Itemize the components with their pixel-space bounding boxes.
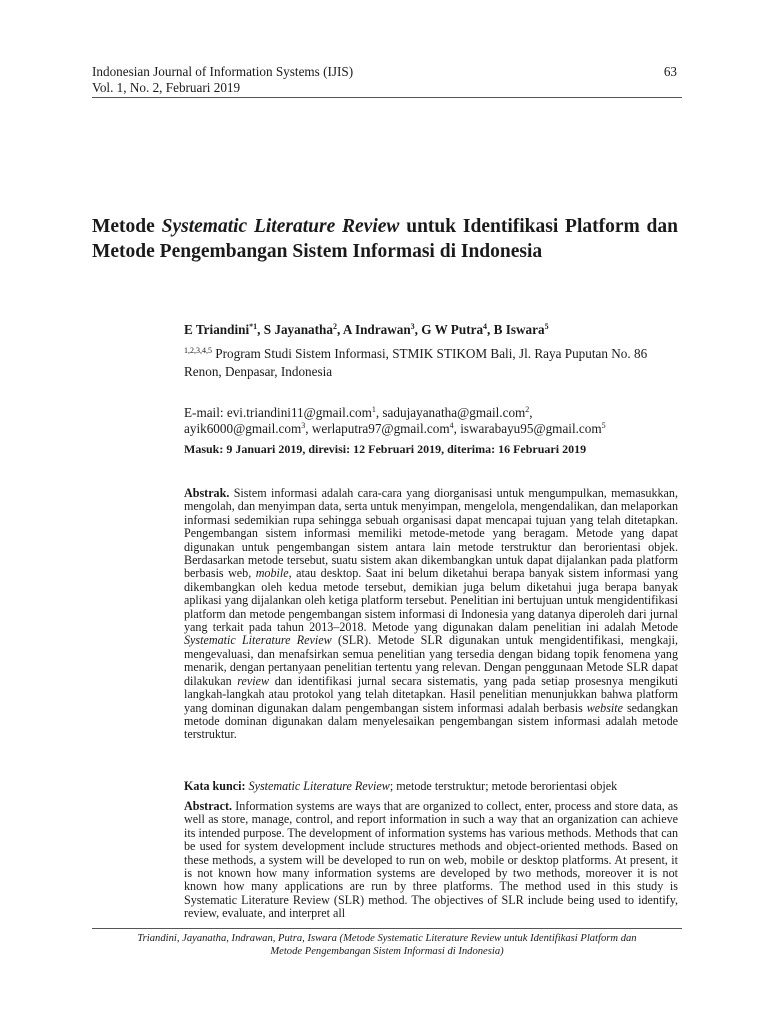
email-address: sadujayanatha@gmail.com xyxy=(382,405,526,420)
submission-dates: Masuk: 9 Januari 2019, direvisi: 12 Februari 2019, diterima: 16 Februari 2019 xyxy=(184,442,587,456)
paper-title: Metode Systematic Literature Review untuk Identifikasi Platform dan Metode Pengembangan Sistem Informasi di Indonesia xyxy=(92,216,678,262)
abstract-en-label: Abstract. xyxy=(184,799,233,813)
abstract-indonesian: Abstrak. Sistem informasi adalah cara-cara yang diorganisasi untuk mengumpulkan, memasukkan, mengolah, dan menyimpan data, serta untuk menyimpan, mengelola, mengendalikan, dan melaporkan informasi sedemikian rupa sehingga sebuah organisasi dapat mencapai tujuan yang telah ditetapkan. Pengembangan sistem informasi memiliki metode-metode yang beragam. Metode yang dapat digunakan untuk pengembangan sistem antara lain metode terstruktur dan berorientasi objek. Berdasarkan metode tersebut, suatu sistem akan dikembangkan untuk dapat dijalankan pada platform berbasis web, mobile, atau desktop. Saat ini belum diketahui berapa banyak sistem informasi yang dikembangkan oleh kedua metode tersebut, demikian juga belum diketahui juga berapa banyak aplikasi yang dijalankan oleh ketiga platform tersebut. Penelitian ini bertujuan untuk mengidentifikasi platform dan metode pengembangan sistem informasi di Indonesia yang datanya diperoleh dari jurnal yang terkait pada tahun 2013–2018. Metode yang digunakan dalam penelitian ini adalah Metode Systematic Literature Review (SLR). Metode SLR digunakan untuk mengidentifikasi, mengkaji, mengevaluasi, dan menafsirkan semua penelitian yang tersedia dengan bidang topik fenomena yang menarik, dengan pertanyaan penelitian tertentu yang relevan. Dengan penggunaan Metode SLR dapat dilakukan review dan identifikasi jurnal secara sistematis, yang pada setiap prosesnya mengikuti langkah-langkah atau protokol yang telah ditetapkan. Hasil penelitian menunjukkan bahwa platform yang dominan digunakan dalam pengembangan sistem informasi adalah berbasis website sedangkan metode dominan digunakan dalam menyelesaikan pengembangan sistem informasi adalah metode terstruktur. xyxy=(184,486,679,742)
volume-info: Vol. 1, No. 2, Februari 2019 xyxy=(92,80,241,95)
email-address: ayik6000@gmail.com xyxy=(184,421,302,436)
email-address: werlaputra97@gmail.com xyxy=(311,421,450,436)
keywords: Kata kunci: Systematic Literature Review; metode terstruktur; metode berorientasi objek xyxy=(184,779,618,793)
email-address: evi.triandini11@gmail.com xyxy=(226,405,372,420)
author: G W Putra xyxy=(421,322,484,337)
header-divider xyxy=(92,97,682,98)
keywords-label: Kata kunci: xyxy=(184,779,246,793)
affiliation: $^{1,2,3,4,5}$ Program Studi Sistem Informasi, STMIK STIKOM Bali, Jl. Raya Puputan No. 86 Renon, Denpasar, Indonesia xyxy=(184,346,648,379)
journal-name: Indonesian Journal of Information Systems (IJIS) xyxy=(92,64,354,79)
author: S Jayanatha xyxy=(263,322,333,337)
abstract-english: Abstract. Information systems are ways that are organized to collect, enter, process and store data, as well as store, manage, control, and report information in such a way that an organization can achieve its intended purpose. The development of information systems has various methods. Methods that can be used for system development include structures methods and object-oriented methods. Based on these methods, a system will be developed to run on web, mobile or desktop platforms. At present, it is not known how many information systems are developed by two methods, moreover it is not known how many applications are run by three platforms. The method used in this study is Systematic Literature Review (SLR) method. The objectives of SLR include being used to identify, review, evaluate, and interpret all xyxy=(184,799,678,921)
author: B Iswara xyxy=(493,322,545,337)
email-address: iswarabayu95@gmail.com xyxy=(460,421,602,436)
author-list: E Triandini$^{*1}$, S Jayanatha$^2$, A Indrawan$^3$, G W Putra$^4$, B Iswara$^5$ xyxy=(184,322,549,337)
author: E Triandini xyxy=(184,322,250,337)
page-number: 63 xyxy=(663,64,677,79)
email-list: E-mail: evi.triandini11@gmail.com$^1$, sadujayanatha@gmail.com$^2$, ayik6000@gmail.com$^3$, werlaputra97@gmail.com$^4$, iswarabayu95@gmail.com$^5$ xyxy=(184,405,606,436)
title-italic: Systematic Literature Review xyxy=(161,216,400,237)
footer-divider xyxy=(92,928,682,929)
author: A Indrawan xyxy=(342,322,411,337)
running-header xyxy=(92,64,353,96)
running-footer: Triandini, Jayanatha, Indrawan, Putra, Iswara (Metode Systematic Literature Review untuk Identifikasi Platform dan Metode Pengembangan Sistem Informasi di Indonesia) xyxy=(137,933,637,957)
abstract-label: Abstrak. xyxy=(184,486,230,500)
